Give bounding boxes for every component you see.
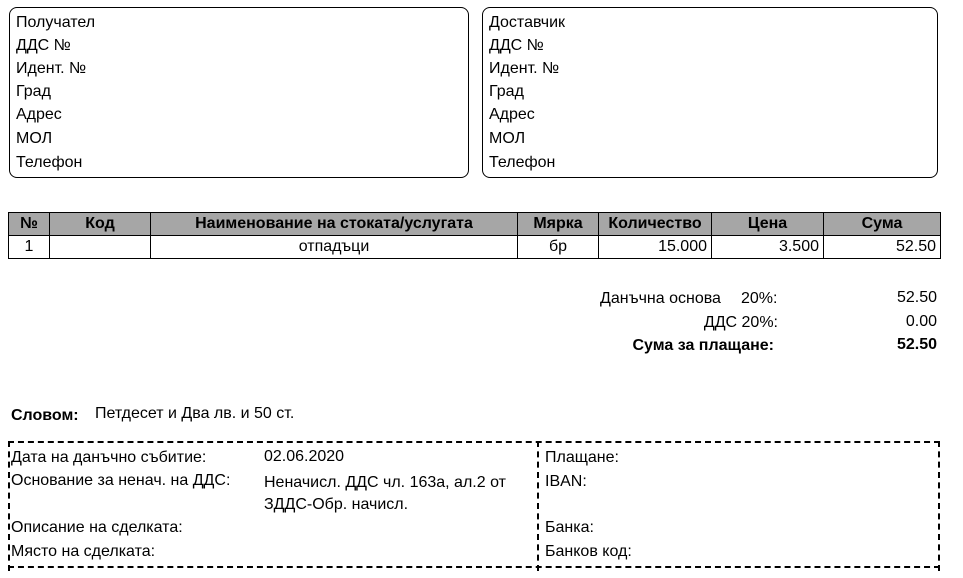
total-label: Сума за плащане:: [632, 337, 774, 354]
col-price-header: Цена: [712, 213, 824, 236]
items-header-row: [9, 213, 941, 236]
supplier-vat: ДДС №: [489, 37, 544, 54]
exemption-label: Основание за ненач. на ДДС:: [11, 472, 231, 489]
total-value: 52.50: [896, 336, 937, 353]
recipient-city: Град: [16, 83, 51, 100]
details-bottom-border: [8, 566, 940, 568]
recipient-box: [9, 7, 469, 178]
col-sum-header: Сума: [824, 213, 941, 236]
supplier-city: Град: [489, 83, 524, 100]
supplier-box: [482, 7, 938, 178]
details-right-border: [938, 441, 940, 571]
row-name: отпадъци: [151, 236, 518, 259]
col-number-header: №: [9, 213, 50, 236]
row-number: 1: [9, 236, 50, 259]
exemption-value-line2: ЗДДС-Обр. начисл.: [264, 496, 409, 513]
row-code: [50, 236, 151, 259]
vat-label: ДДС 20%:: [703, 314, 778, 331]
table-row: [9, 236, 941, 259]
exemption-value-line1: Неначисл. ДДС чл. 163а, ал.2 от: [264, 474, 506, 491]
tax-base-value: 52.50: [896, 289, 937, 306]
tax-event-label: Дата на данъчно събитие:: [11, 449, 207, 466]
in-words-value: Петдесет и Два лв. и 50 ст.: [95, 405, 295, 422]
tax-event-value: 02.06.2020: [264, 448, 345, 465]
row-quantity: 15.000: [599, 236, 712, 259]
supplier-mol: МОЛ: [489, 130, 526, 147]
payment-label: Плащане:: [545, 449, 619, 466]
details-left-border: [8, 441, 10, 571]
place-label: Място на сделката:: [11, 543, 156, 560]
vat-value: 0.00: [905, 313, 937, 330]
recipient-vat: ДДС №: [16, 37, 71, 54]
supplier-id: Идент. №: [489, 60, 560, 77]
col-code-header: Код: [50, 213, 151, 236]
row-sum: 52.50: [824, 236, 941, 259]
recipient-mol: МОЛ: [16, 130, 53, 147]
col-unit-header: Мярка: [518, 213, 599, 236]
supplier-phone: Телефон: [489, 154, 556, 171]
iban-label: IBAN:: [545, 473, 587, 490]
recipient-address: Адрес: [16, 106, 62, 123]
bank-code-label: Банков код:: [545, 543, 632, 560]
in-words-label: Словом:: [11, 407, 79, 424]
row-price: 3.500: [712, 236, 824, 259]
col-name-header: Наименование на стоката/услугата: [151, 213, 518, 236]
details-top-border: [8, 441, 940, 443]
recipient-id: Идент. №: [16, 60, 87, 77]
supplier-address: Адрес: [489, 106, 535, 123]
items-table: [8, 212, 941, 259]
bank-label: Банка:: [545, 519, 594, 536]
recipient-phone: Телефон: [16, 154, 83, 171]
row-unit: бр: [518, 236, 599, 259]
recipient-title: Получател: [16, 14, 96, 31]
tax-base-rate: 20%:: [741, 290, 778, 307]
description-label: Описание на сделката:: [11, 519, 183, 536]
supplier-title: Доставчик: [489, 14, 566, 31]
col-quantity-header: Количество: [599, 213, 712, 236]
details-divider: [537, 441, 539, 571]
tax-base-label: Данъчна основа: [600, 290, 721, 307]
